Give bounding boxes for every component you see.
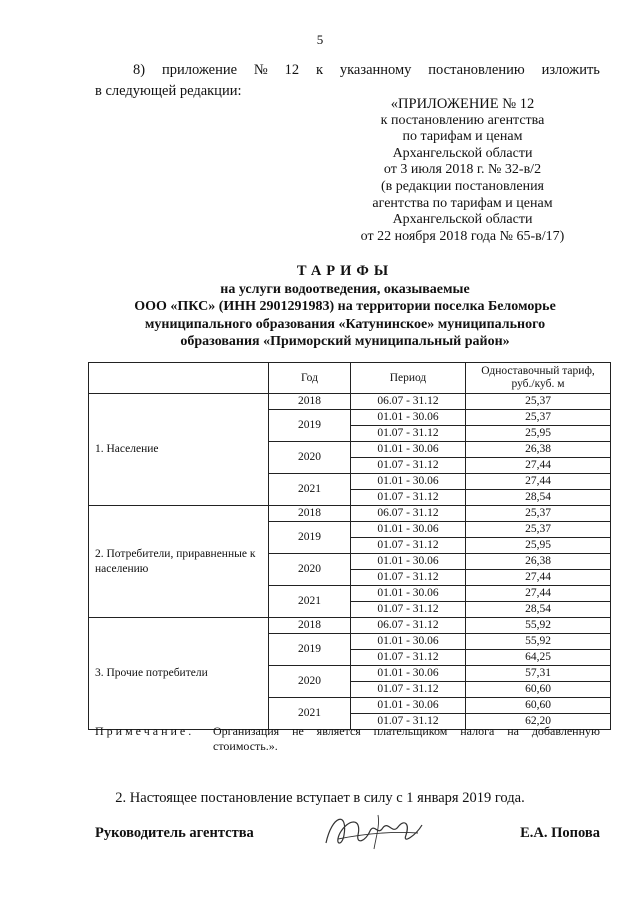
item-8-word: к — [315, 62, 323, 78]
appendix-line: от 3 июля 2018 г. № 32-в/2 — [383, 162, 542, 178]
item-8-word: изложить — [541, 62, 600, 78]
year-cell: 2020 — [269, 554, 351, 586]
tariff-value-cell: 25,37 — [466, 394, 611, 410]
tariffs-subtitle-line: ООО «ПКС» (ИНН 2901291983) на территории поселка Беломорье — [134, 299, 556, 314]
tariff-value-cell: 27,44 — [466, 570, 611, 586]
year-cell: 2021 — [269, 474, 351, 506]
period-cell: 01.01 - 30.06 — [351, 522, 466, 538]
tariff-value-cell: 62,20 — [466, 714, 611, 730]
tariff-value-cell: 27,44 — [466, 586, 611, 602]
tariffs-title — [70, 263, 620, 351]
item-8-word: указанному — [339, 62, 412, 78]
table-row — [89, 618, 611, 634]
tariff-value-cell: 25,95 — [466, 538, 611, 554]
year-cell: 2021 — [269, 698, 351, 730]
year-cell: 2021 — [269, 586, 351, 618]
tariffs-subtitle-line: муниципального образования «Катунинское» муниципального — [144, 316, 546, 332]
tariff-value-cell: 55,92 — [466, 634, 611, 650]
table-row — [89, 394, 611, 410]
period-cell: 01.01 - 30.06 — [351, 554, 466, 570]
page-number: 5 — [316, 32, 324, 47]
tariffs-table — [88, 362, 611, 730]
appendix-line: Архангельской области — [392, 145, 533, 161]
tariff-value-cell: 60,60 — [466, 698, 611, 714]
period-cell: 01.01 - 30.06 — [351, 698, 466, 714]
tariff-value-cell: 25,37 — [466, 410, 611, 426]
note-text: Организация не является плательщиком налога на добавленную стоимость.». — [213, 724, 600, 753]
year-cell: 2019 — [269, 634, 351, 666]
tariff-value-cell: 27,44 — [466, 458, 611, 474]
item-8-word: приложение — [161, 62, 238, 78]
tariff-value-cell: 26,38 — [466, 554, 611, 570]
tariff-value-cell: 57,31 — [466, 666, 611, 682]
period-cell: 01.01 - 30.06 — [351, 634, 466, 650]
period-cell: 01.07 - 31.12 — [351, 538, 466, 554]
category-cell: 3. Прочие потребители — [89, 618, 269, 730]
year-cell: 2020 — [269, 666, 351, 698]
tariff-value-cell: 25,37 — [466, 522, 611, 538]
period-cell: 06.07 - 31.12 — [351, 506, 466, 522]
period-cell: 01.07 - 31.12 — [351, 490, 466, 506]
handwritten-signature — [318, 805, 428, 855]
tariff-value-cell: 25,95 — [466, 426, 611, 442]
year-cell: 2018 — [269, 506, 351, 522]
tariff-value-cell: 60,60 — [466, 682, 611, 698]
year-cell: 2018 — [269, 394, 351, 410]
period-cell: 01.01 - 30.06 — [351, 666, 466, 682]
period-cell: 01.07 - 31.12 — [351, 682, 466, 698]
year-cell: 2019 — [269, 522, 351, 554]
category-cell: 2. Потребители, приравненные к населению — [89, 506, 269, 618]
period-cell: 01.01 - 30.06 — [351, 410, 466, 426]
period-cell: 01.07 - 31.12 — [351, 458, 466, 474]
tariffs-heading: ТАРИФЫ — [296, 263, 394, 279]
category-cell: 1. Население — [89, 394, 269, 506]
item-8-word: № — [253, 62, 268, 78]
item-8-line-1 — [95, 60, 600, 81]
item-8-line-2: в следующей редакции: — [95, 83, 242, 99]
table-row — [89, 506, 611, 522]
period-cell: 06.07 - 31.12 — [351, 618, 466, 634]
period-cell: 01.07 - 31.12 — [351, 570, 466, 586]
table-body — [89, 394, 611, 730]
header-tariff: Одноставочный тариф, руб./куб. м — [466, 363, 611, 394]
table-header-row — [89, 363, 611, 394]
period-cell: 01.01 - 30.06 — [351, 442, 466, 458]
tariff-value-cell: 26,38 — [466, 442, 611, 458]
appendix-line: по тарифам и ценам — [402, 129, 523, 145]
item-8-word: постановлению — [428, 62, 525, 78]
period-cell: 01.01 - 30.06 — [351, 586, 466, 602]
appendix-header — [340, 96, 585, 245]
tariffs-subtitle-line: образования «Приморский муниципальный район» — [180, 334, 510, 349]
year-cell: 2018 — [269, 618, 351, 634]
signatory-name: Е.А. Попова — [520, 825, 600, 841]
year-cell: 2019 — [269, 410, 351, 442]
tariff-value-cell: 64,25 — [466, 650, 611, 666]
appendix-line: «ПРИЛОЖЕНИЕ № 12 — [390, 96, 535, 112]
appendix-line: Архангельской области — [392, 212, 533, 228]
period-cell: 01.07 - 31.12 — [351, 714, 466, 730]
header-year: Год — [269, 363, 351, 394]
header-period: Период — [351, 363, 466, 394]
tariff-value-cell: 25,37 — [466, 506, 611, 522]
tariffs-subtitle-line: на услуги водоотведения, оказываемые — [220, 281, 470, 297]
effective-date-paragraph: 2. Настоящее постановление вступает в силу с 1 января 2019 года. — [115, 790, 525, 806]
header-category — [89, 363, 269, 394]
appendix-line: к постановлению агентства — [380, 112, 545, 128]
appendix-line: от 22 ноября 2018 года № 65-в/17) — [360, 228, 565, 244]
period-cell: 01.07 - 31.12 — [351, 602, 466, 618]
signatory-title: Руководитель агентства — [95, 825, 254, 841]
period-cell: 06.07 - 31.12 — [351, 394, 466, 410]
appendix-line: агентства по тарифам и ценам — [372, 195, 553, 211]
item-8-word: 12 — [284, 62, 300, 78]
period-cell: 01.07 - 31.12 — [351, 650, 466, 666]
tariff-value-cell: 55,92 — [466, 618, 611, 634]
period-cell: 01.07 - 31.12 — [351, 426, 466, 442]
note-label: Примечание. — [95, 724, 195, 738]
period-cell: 01.01 - 30.06 — [351, 474, 466, 490]
tariff-value-cell: 28,54 — [466, 602, 611, 618]
tariff-value-cell: 27,44 — [466, 474, 611, 490]
tariff-value-cell: 28,54 — [466, 490, 611, 506]
appendix-line: (в редакции постановления — [380, 178, 545, 194]
year-cell: 2020 — [269, 442, 351, 474]
item-8-number: 8) — [133, 62, 146, 78]
